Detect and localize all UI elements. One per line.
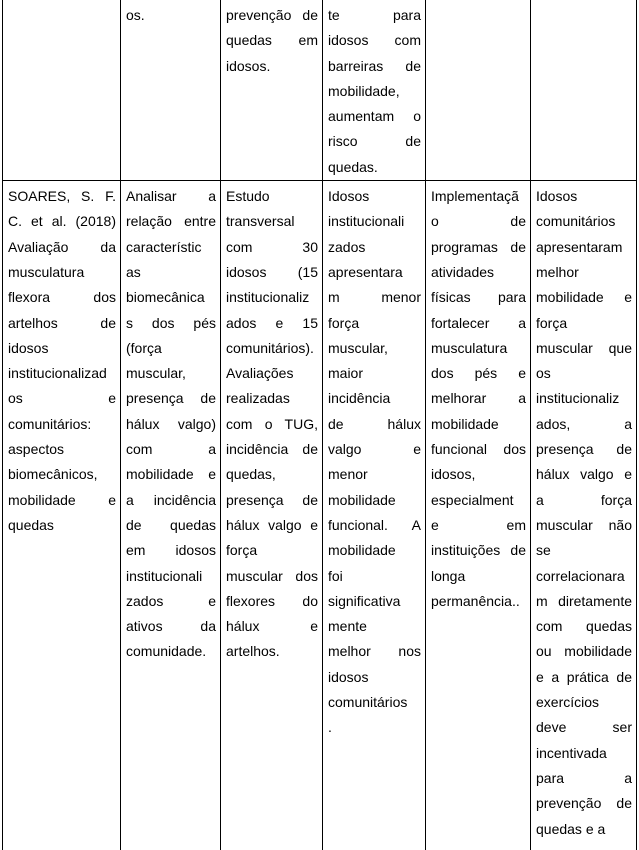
cell-text-line: longa [431,567,466,584]
cell-text-line: Idosos [536,188,578,205]
cell-text-line: quedas e a [536,820,606,837]
cell-text-line: m diretamente [536,592,632,609]
cell-text-line: maior [328,365,364,382]
cell-text-line: muscular não [536,516,632,533]
cell-text-line: biomecânica [126,289,205,306]
cell-text-line: incidência de [226,441,318,458]
cell-text-line: (força [126,339,162,356]
cell-intervention [426,0,531,181]
cell-text-line: idosos, [431,466,476,483]
cell-text-line: incentivada [536,744,607,761]
cell-text-line: especialment [431,491,514,508]
cell-text-line: mente [328,618,367,635]
cell-text-line: funcional. A [328,516,421,533]
cell-text-line: idosos com [328,32,421,49]
cell-text-line: força [226,542,258,559]
cell-text-line: flexores do [226,592,318,609]
cell-text-line: com 30 [226,238,318,255]
cell-text-line: deve ser [536,719,632,736]
cell-text-line: Avaliação da [8,238,116,255]
cell-text-line: programas de [431,238,526,255]
cell-text-line: de quedas [126,516,216,533]
cell-reference [3,0,121,181]
cell-text-line: quedas em [226,32,318,49]
cell-text-line: foi [328,567,343,584]
cell-text-line: e a prática de [536,668,632,685]
cell-text-line: significativa [328,592,401,609]
cell-text-line: mobilidade [431,415,499,432]
cell-objective [121,0,221,181]
cell-text-line: musculatura [431,339,508,356]
cell-text-line: realizadas [226,390,290,407]
cell-reference [3,181,121,850]
cell-methodology [221,181,323,850]
cell-text-line: aumentam o [328,108,421,125]
cell-text-line: institucionalizad [8,365,107,382]
cell-text-line: muscular, [126,365,186,382]
cell-text-line: quedas, [226,466,276,483]
cell-text-line: risco de [328,133,421,150]
cell-text-line: presença de [226,491,318,508]
cell-text-line: presença de [536,441,632,458]
cell-text-line: o de [431,213,526,230]
cell-text-line: correlacionara [536,567,625,584]
cell-text-line: dos pés e [431,365,526,382]
cell-text-line: flexora dos [8,289,116,306]
cell-text-line: em idosos [126,542,216,559]
cell-text-line: idosos [328,668,369,685]
cell-text-line: muscular que [536,339,632,356]
cell-text-line: exercícios [536,694,600,711]
cell-text-line: comunidade. [126,643,207,660]
cell-text-line: a incidência [126,491,216,508]
cell-text-line: ativos da [126,618,216,635]
cell-text-line: institucionaliz [226,289,310,306]
cell-text-line: Estudo [226,188,270,205]
cell-text-line: de hálux [328,415,421,432]
cell-text-line: musculatura [8,263,85,280]
cell-text-line: idosos. [226,57,271,74]
cell-text-line: mobilidade e [8,491,116,508]
cell-text-line: idosos (15 [226,263,318,280]
cell-text-line: comunitários [536,213,616,230]
cell-text-line: os e [8,390,116,407]
cell-text-line: Idosos [328,188,370,205]
cell-text-line: Implementaçã [431,188,519,205]
cell-text-line: os [536,365,551,382]
cell-text-line: instituições de [431,542,526,559]
cell-methodology [221,0,323,181]
cell-conclusion [531,0,637,181]
cell-text-line: mobilidade [328,542,396,559]
cell-text-line: hálux valgo e [226,516,318,533]
cell-text-line: melhor [536,263,579,280]
cell-text-line: com quedas [536,618,632,635]
cell-text-line: com a [126,441,216,458]
cell-text-line: melhorar a [431,390,526,407]
cell-intervention [426,181,531,850]
cell-text-line: biomecânicos, [8,466,98,483]
cell-text-line: menor [328,466,368,483]
cell-text-line: quedas. [328,158,378,175]
cell-objective [121,181,221,850]
cell-text-line: força [536,314,568,331]
cell-text-line: valgo e [328,441,421,458]
cell-text-line: mobilidade [328,491,396,508]
cell-results [323,181,426,850]
cell-text-line: barreiras de [328,57,421,74]
cell-text-line: força [328,314,360,331]
cell-text-line: mobilidade e [126,466,216,483]
cell-text-line: C. et al. (2018) [8,213,116,230]
cell-text-line: Avaliações [226,365,294,382]
cell-text-line: institucionali [328,213,405,230]
cell-text-line: funcional dos [431,441,526,458]
cell-text-line: mobilidade, [328,82,400,99]
cell-text-line: hálux valgo) [126,415,216,432]
cell-text-line: ados e 15 [226,314,318,331]
table-row-continuation [3,0,637,181]
cell-text-line: comunitários [328,694,408,711]
cell-text-line: te para [328,7,421,23]
cell-conclusion [531,181,637,850]
cell-text-line: melhor nos [328,643,421,660]
cell-text-line: apresentaram [536,238,623,255]
cell-text-line: incidência [328,390,391,407]
cell-text-line: atividades [431,263,495,280]
literature-review-table [2,0,637,850]
cell-text-line: permanência.. [431,592,520,609]
cell-text-line: apresentara [328,263,403,280]
cell-text-line: Analisar a [126,188,216,205]
cell-text-line: institucionaliz [536,390,620,407]
cell-text-line: presença de [126,390,216,407]
cell-text-line: as [126,263,141,280]
cell-text-line: zados [328,238,366,255]
cell-text-line: idosos [8,339,49,356]
cell-text-line: hálux valgo e [536,466,632,483]
cell-text-line: muscular dos [226,567,318,584]
table-row-soares-2018 [3,181,637,850]
cell-text-line: transversal [226,213,295,230]
cell-text-line: físicas para [431,289,526,306]
cell-text-line: ados, a [536,415,632,432]
cell-text-line: muscular, [328,339,388,356]
cell-text-line: hálux e [226,618,318,635]
cell-text-line: institucionali [126,567,203,584]
cell-text-line: aspectos [8,441,65,458]
cell-text-line: fortalecer a [431,314,526,331]
cell-text-line: s dos pés [126,314,216,331]
cell-text-line: relação entre [126,213,216,230]
cell-text-line: e em [431,516,526,533]
cell-text-line: zados e [126,592,216,609]
cell-text-line: prevenção de [536,795,632,812]
cell-text-line: . [328,719,332,736]
cell-text-line: comunitários). [226,339,314,356]
cell-text-line: artelhos de [8,314,116,331]
cell-text-line: para a [536,769,632,786]
cell-text-line: mobilidade e [536,289,632,306]
cell-text-line: os. [126,7,145,23]
cell-results [323,0,426,181]
cell-text-line: comunitários: [8,415,92,432]
cell-text-line: característic [126,238,202,255]
cell-text-line: m menor [328,289,421,306]
cell-text-line: prevenção de [226,7,318,23]
cell-text-line: a força [536,491,632,508]
cell-text-line: quedas [8,516,54,533]
cell-text-line: SOARES, S. F. [8,188,116,205]
cell-text-line: com o TUG, [226,415,318,432]
cell-text-line: artelhos. [226,643,280,660]
cell-text-line: ou mobilidade [536,643,632,660]
cell-text-line: se [536,542,551,559]
